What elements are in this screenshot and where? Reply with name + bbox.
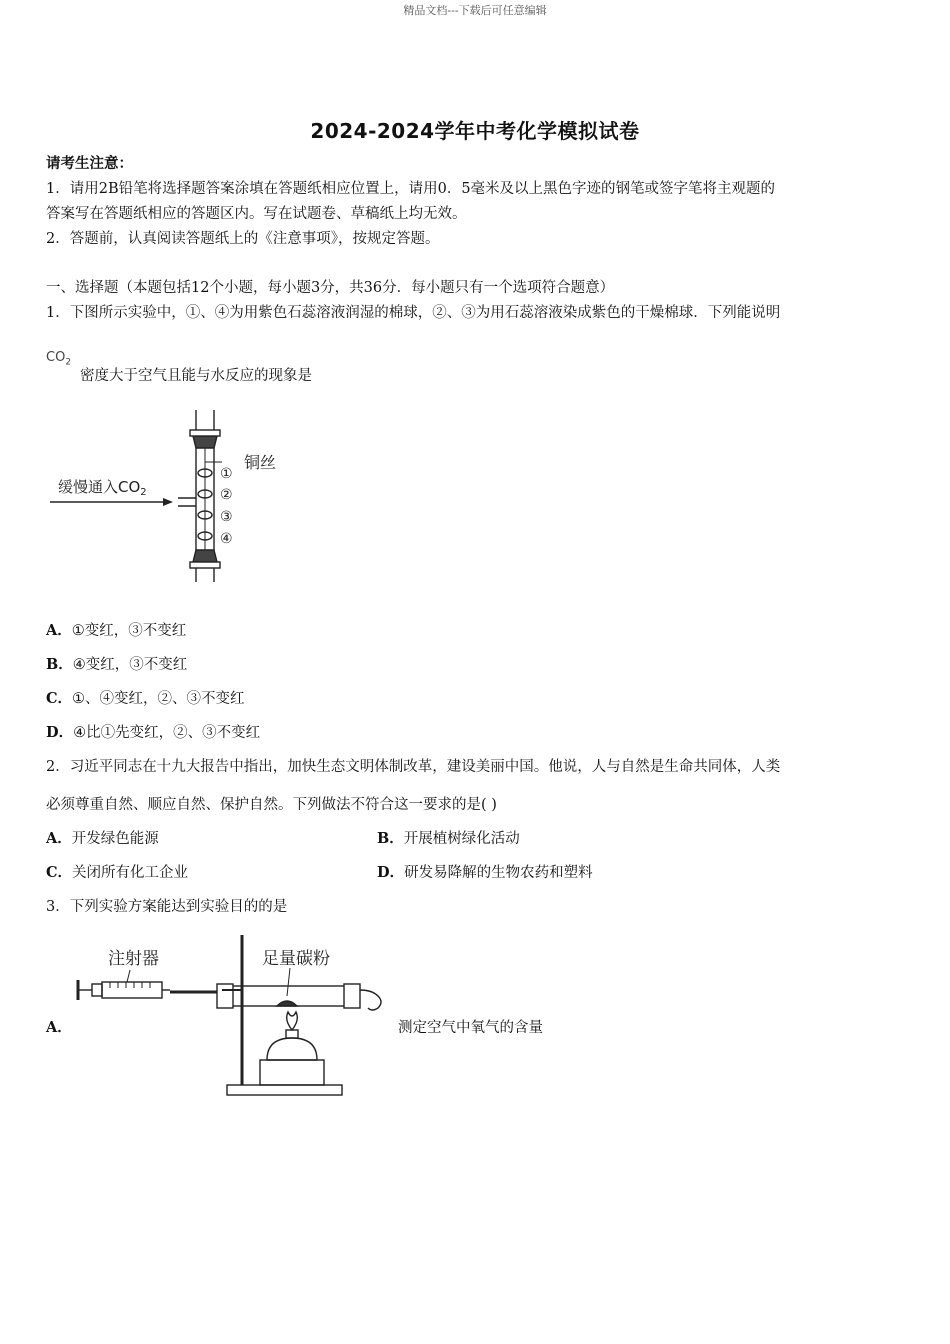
lamp-flame: [287, 1012, 298, 1030]
top-stopper: [193, 436, 217, 448]
copper-wire-label: 铜丝: [244, 453, 277, 472]
q2-option-a: A．开发绿色能源: [46, 830, 159, 847]
notice-item-1-line-2: 答案写在答题纸相应的答题区内。写在试题卷、草稿纸上均无效。: [46, 206, 467, 222]
page-title: 2024-2024学年中考化学模拟试卷: [310, 119, 640, 143]
q1-co2-formula: $CO_2$: [46, 350, 72, 368]
ball-label-2: ②: [220, 487, 233, 503]
page-watermark: 精品文档---下载后可任意编辑: [403, 4, 547, 17]
q3-stem: 3．下列实验方案能达到实验目的的是: [46, 899, 288, 915]
clamp-stand-base: [227, 1085, 342, 1095]
syringe-barrel: [102, 982, 162, 998]
q1-option-b: B．④变红，③不变红: [46, 656, 188, 673]
alcohol-lamp: [267, 1038, 317, 1060]
q3-option-a-letter: A．: [46, 1019, 72, 1036]
ball-label-1: ①: [220, 466, 233, 482]
q2-option-b: B．开展植树绿化活动: [377, 830, 520, 847]
inlet-label: 缓慢通入$CO_2$: [58, 478, 147, 498]
q1-stem-line-1: 1．下图所示实验中，①、④为用紫色石蕊溶液润湿的棉球，②、③为用石蕊溶液染成紫色的干燥棉球．下列能说明: [46, 305, 781, 321]
carbon-label: 足量碳粉: [262, 949, 330, 969]
notice-heading: 请考生注意：: [46, 155, 133, 172]
q1-option-d: D．④比①先变红，②、③不变红: [46, 724, 261, 741]
q3-apparatus-figure: [72, 930, 392, 1110]
q1-apparatus-figure: [46, 410, 296, 590]
syringe-label: 注射器: [108, 949, 159, 969]
bottom-stopper: [193, 550, 217, 562]
ball-label-4: ④: [220, 531, 233, 547]
q1-option-c: C．①、④变红，②、③不变红: [46, 690, 245, 707]
notice-item-1-line-1: 1．请用2B铅笔将选择题答案涂填在答题纸相应位置上，请用0．5毫米及以上黑色字迹的钢笔或签字笔将主观题的: [46, 181, 776, 197]
q2-option-c: C．关闭所有化工企业: [46, 864, 189, 881]
notice-item-2: 2．答题前，认真阅读答题纸上的《注意事项》，按规定答题。: [46, 231, 440, 247]
q3-option-a-text: 测定空气中氧气的含量: [398, 1020, 543, 1036]
q2-stem-line-1: 2．习近平同志在十九大报告中指出，加快生态文明体制改革，建设美丽中国。他说，人与自然是生命共同体，人类: [46, 759, 781, 775]
q2-stem-line-2: 必须尊重自然、顺应自然、保护自然。下列做法不符合这一要求的是( ): [46, 797, 497, 813]
section-heading: 一、选择题（本题包括12个小题，每小题3分，共36分．每小题只有一个选项符合题意）: [46, 280, 615, 296]
q1-stem-line-2: 密度大于空气且能与水反应的现象是: [80, 368, 312, 384]
carbon-powder: [277, 1001, 297, 1006]
ball-label-3: ③: [220, 509, 233, 525]
q2-option-d: D．研发易降解的生物农药和塑料: [377, 864, 593, 881]
q1-option-a: A．①变红，③不变红: [46, 622, 187, 639]
